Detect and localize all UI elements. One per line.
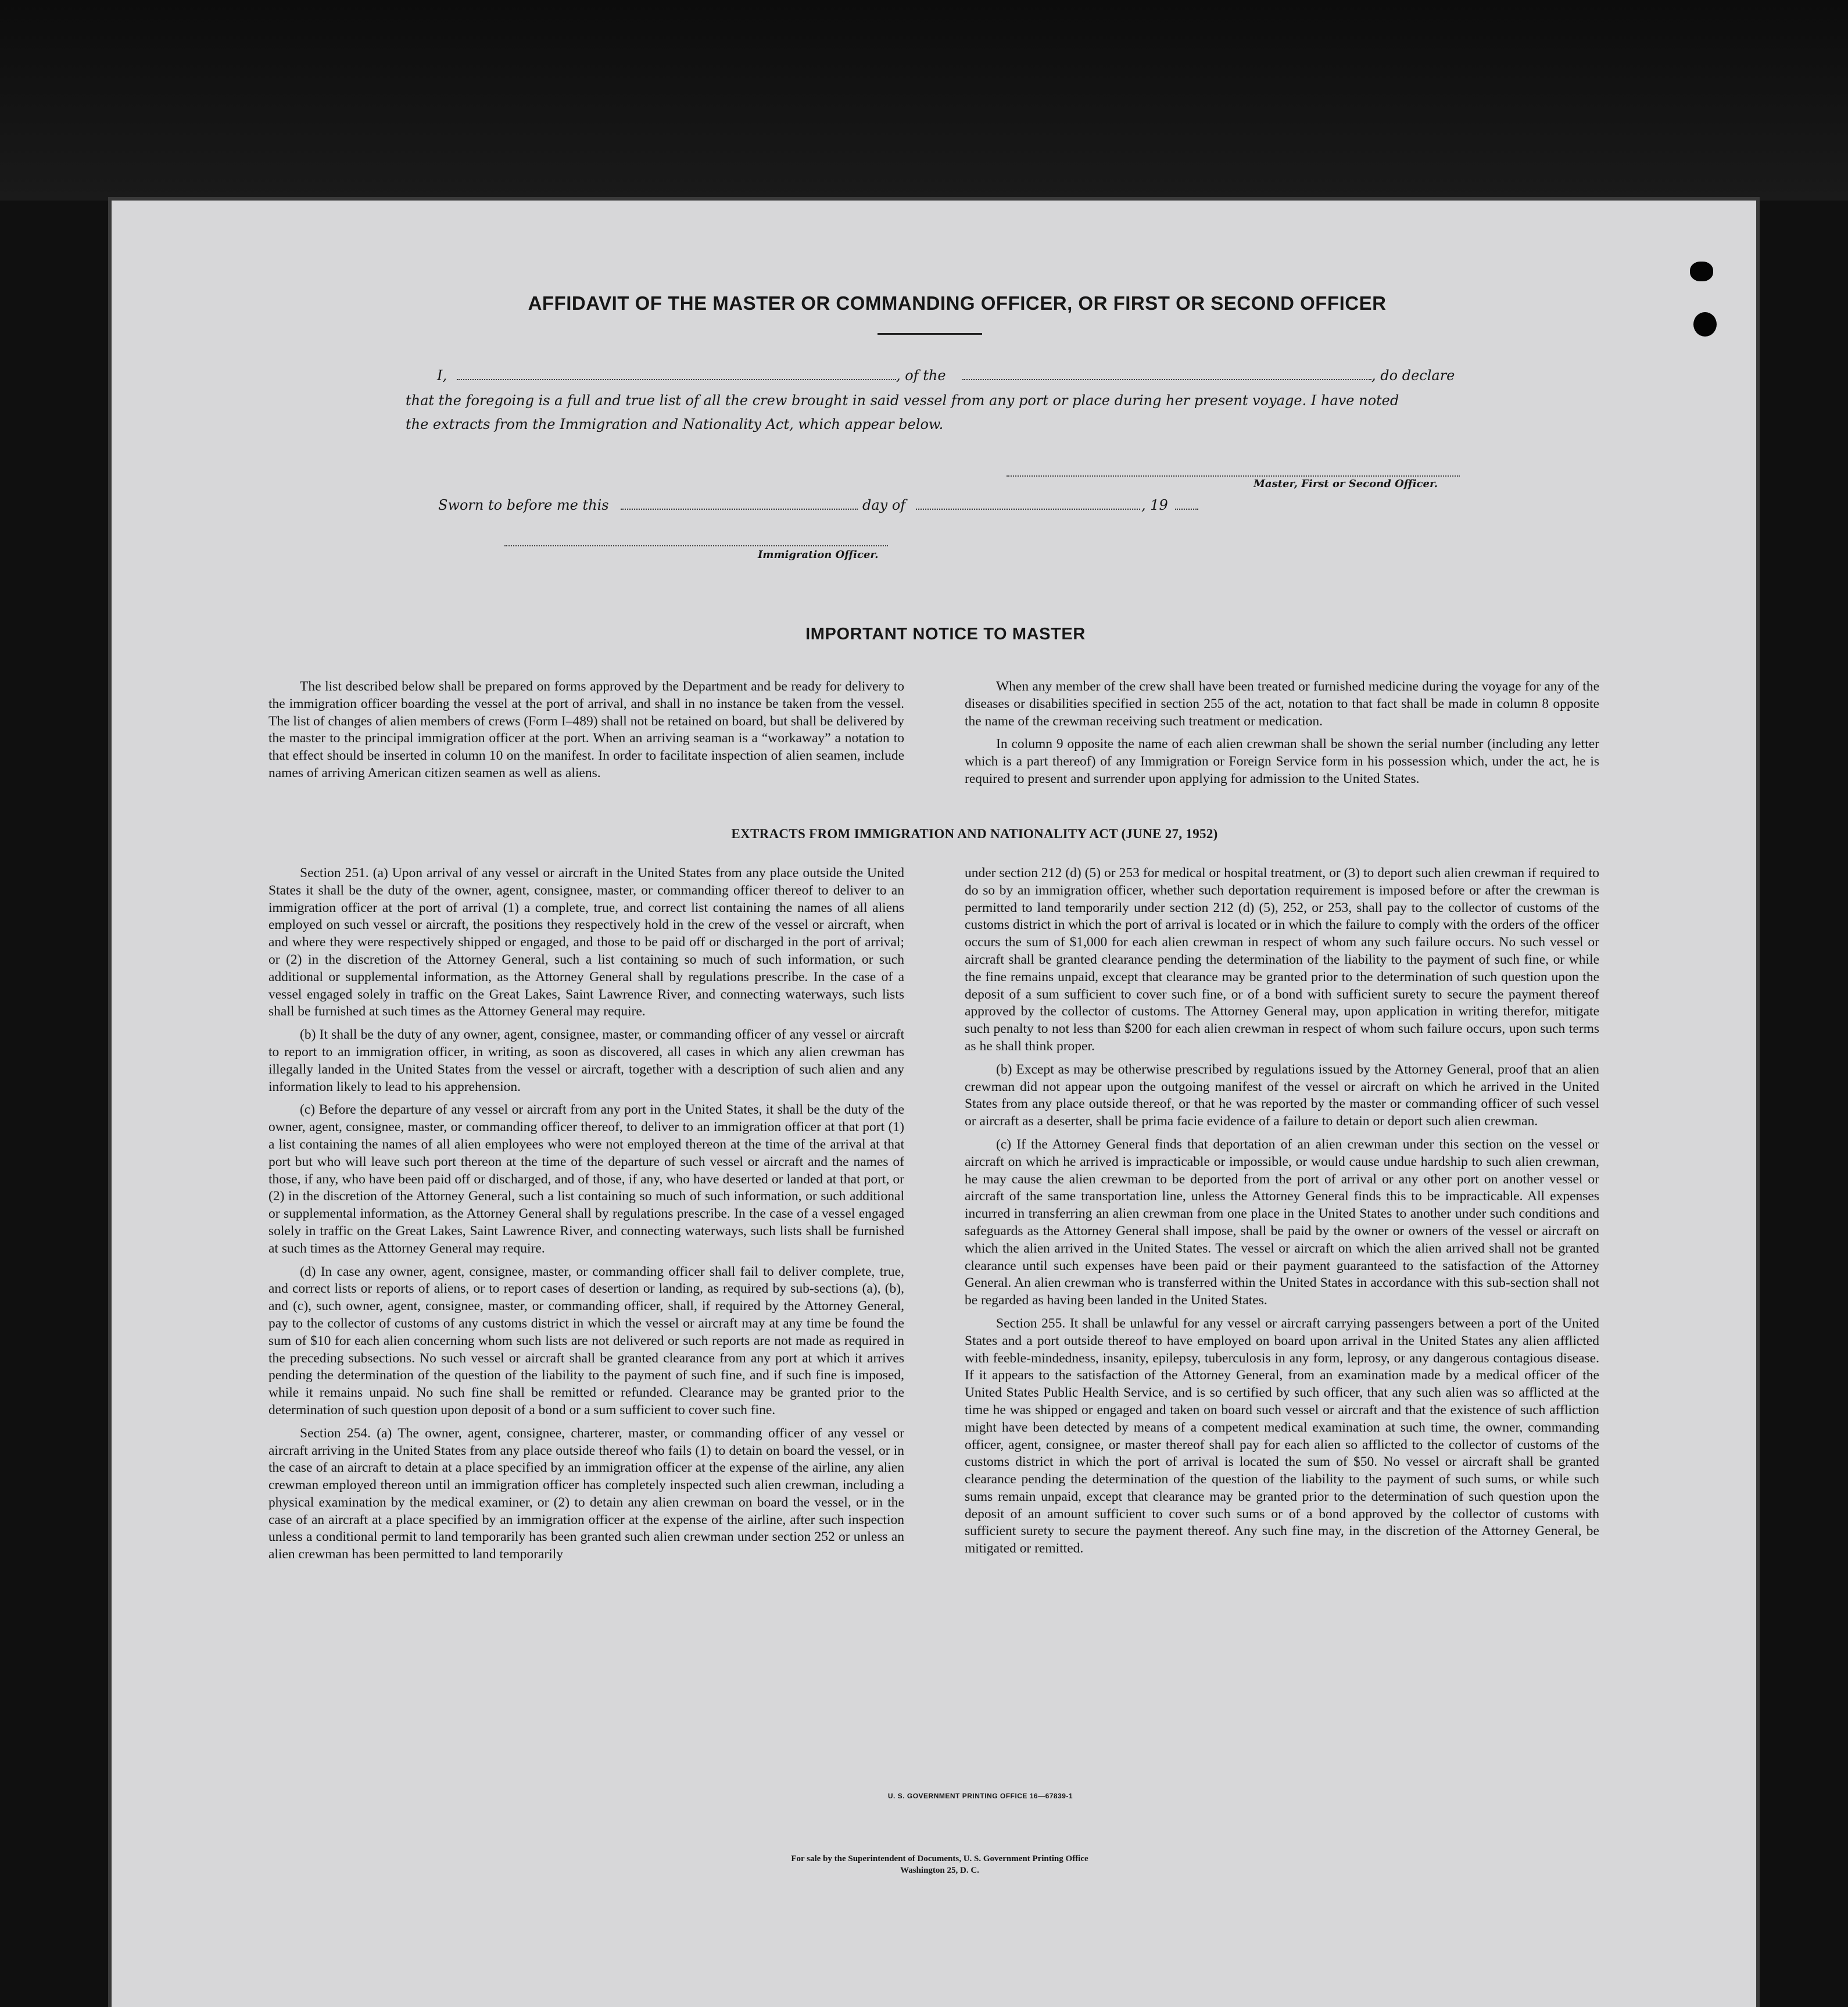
notice-paragraph: When any member of the crew shall have been treated or furnished medicine during the voyage for any of the diseases or disabilities specified in section 255 of the act, notation to that fact shall be made in column 8 opposite the name of the crewman receiving such treatment or medication. xyxy=(965,679,1599,729)
notice-title: IMPORTANT NOTICE TO MASTER xyxy=(805,625,1086,643)
document-page xyxy=(112,201,1756,2007)
notice-paragraph: In column 9 opposite the name of each alien crewman shall be shown the serial number (including any letter which is a part thereof) of any Immigration or Foreign Service form in his possession which, under the act, he is required to present and surrender upon applying for admission to the United States. xyxy=(965,736,1599,786)
binder-hole xyxy=(1693,312,1717,337)
scanner-background xyxy=(0,0,1848,201)
extracts-left-column xyxy=(268,865,904,1564)
extract-paragraph: (c) Before the departure of any vessel or aircraft from any port in the United States, it shall be the duty of the owner, agent, consignee, master, or commanding officer thereof, to deliver to an immigration officer at that port (1) a list containing the names of all alien employees who were not employed thereon at the time of the arrival at that port but who will leave such port thereon at the time of the departure of such vessel or aircraft and the names of those, if any, who have been paid off or discharged, and of those, if any, who have deserted or landed at that port, or (2) in the discretion of the Attorney General, such a list containing so much of such information, or such additional or supplemental information, as the Attorney General shall by regulations prescribe. In the case of a vessel engaged solely in traffic on the Great Lakes, Saint Lawrence River, and connecting waterways, such lists shall be furnished at such times as the Attorney General may require. xyxy=(268,1102,904,1256)
affidavit-line3: the extracts from the Immigration and Nationality Act, which appear below. xyxy=(406,416,944,432)
affidavit-line2: that the foregoing is a full and true list of all the crew brought in said vessel from any port or place during her present voyage. I have noted xyxy=(406,392,1399,409)
affidavit-of-the-label: , of the xyxy=(896,367,946,384)
extract-paragraph: (b) Except as may be otherwise prescribed by regulations issued by the Attorney General, proof that an alien crewman did not appear upon the outgoing manifest of the vessel or aircraft on which he arrived in the United States from any place outside thereof, or that he was reported by the master or commanding officer of such vessel or aircraft as a deserter, shall be prima facie evidence of a failure to detain or deport such alien crewman. xyxy=(965,1061,1599,1129)
binder-hole xyxy=(1690,262,1713,281)
sworn-day-line xyxy=(621,509,858,510)
extract-paragraph: Section 251. (a) Upon arrival of any vessel or aircraft in the United States from any place outside the United States it shall be the duty of the owner, agent, consignee, master, or commanding officer thereof to deliver to an immigration officer at the port of arrival (1) a complete, true, and correct list containing the names of all aliens employed on such vessel or aircraft, the positions they respectively hold in the crew of the vessel or aircraft, when and where they were respectively shipped or engaged, and those to be paid off or discharged in the port of arrival; or (2) in the discretion of the Attorney General, such a list containing so much of such information, or such additional or supplemental information, as the Attorney General shall by regulations prescribe. In the case of a vessel engaged solely in traffic on the Great Lakes, Saint Lawrence River, and connecting waterways, such lists shall be furnished at such times as the Attorney General may require. xyxy=(268,865,904,1019)
affidavit-title: AFFIDAVIT OF THE MASTER OR COMMANDING OFFICER, OR FIRST OR SECOND OFFICER xyxy=(528,292,1387,314)
extract-paragraph: (d) In case any owner, agent, consignee, master, or commanding officer shall fail to deliver complete, true, and correct lists or reports of aliens, or to report cases of desertion or landing, as required by sub-sections (a), (b), and (c), such owner, agent, consignee, master, or commanding officer, shall, if required by the Attorney General, pay to the collector of customs of any customs district in which the vessel or aircraft may at any time be found the sum of $10 for each alien concerning whom such lists are not delivered or such reports are not made as required in the preceding subsections. No such vessel or aircraft shall be granted clearance from any port at which it arrives pending the determination of the question of the liability to the payment of such fine, and if such fine is imposed, while it remains unpaid. No such fine shall be remitted or refunded. Clearance may be granted prior to the determination of such question upon deposit of a bond or a sum sufficient to cover such fine. xyxy=(268,1264,904,1418)
notice-left-column xyxy=(268,678,904,782)
extract-paragraph: under section 212 (d) (5) or 253 for medical or hospital treatment, or (3) to deport such alien crewman if required to do so by an immigration officer, whether such deportation requirement is imposed before or after the crewman is permitted to land temporarily under section 212 (d) (5), 252, or 253, shall pay to the collector of customs of the customs district in which the port of arrival is located or in which the failure to comply with the orders of the officer occurs the sum of $1,000 for each alien crewman in respect of whom any such failure occurs. No such vessel or aircraft shall be granted clearance pending the determination of the liability to the payment of such fine, or while the fine remains unpaid, except that clearance may be granted prior to the determination of such question upon the deposit of a sum sufficient to cover such fine, or of a bond with sufficient surety to secure the payment thereof approved by the collector of customs. The Attorney General may, upon application in writing therefor, mitigate such penalty to not less than $200 for each alien crewman in respect of whom such failure occurs, upon such terms as he shall think proper. xyxy=(965,865,1600,1054)
sworn-year-line xyxy=(1175,509,1198,510)
vessel-field-line xyxy=(962,379,1371,380)
day-of-label: day of xyxy=(862,497,906,513)
gpo-imprint: U. S. GOVERNMENT PRINTING OFFICE 16—67839-1 xyxy=(887,1792,1073,1800)
year-label: , 19 xyxy=(1141,497,1168,513)
immigration-officer-signature-line xyxy=(504,545,888,546)
affidavit-i-label: I, xyxy=(437,367,447,384)
extract-paragraph: (b) It shall be the duty of any owner, agent, consignee, master, or commanding officer of any vessel or aircraft to report to an immigration officer, in writing, as soon as discovered, all cases in which any alien crewman has illegally landed in the United States from the vessel or aircraft, together with a description of such alien and any information likely to lead to his apprehension. xyxy=(268,1027,904,1094)
extracts-right-column xyxy=(965,865,1599,1558)
notice-right-column xyxy=(965,678,1599,788)
sworn-label: Sworn to before me this xyxy=(438,497,609,513)
title-divider xyxy=(878,333,982,335)
sale-line-2: Washington 25, D. C. xyxy=(900,1866,979,1875)
notice-paragraph: The list described below shall be prepared on forms approved by the Department and be ready for delivery to the immigration officer boarding the vessel at the port of arrival, and shall in no instance be taken from the vessel. The list of changes of alien members of crews (Form I–489) shall not be retained on board, but shall be delivered by the master to the principal immigration officer at the port. When an arriving seaman is a “workaway” a notation to that effect should be inserted in column 10 on the manifest. In order to facilitate inspection of alien seamen, include names of arriving American citizen seamen as well as aliens. xyxy=(268,679,904,781)
master-signature-caption: Master, First or Second Officer. xyxy=(1254,478,1438,490)
extract-paragraph: Section 255. It shall be unlawful for any vessel or aircraft carrying passengers between a port of the United States and a port outside thereof to have employed on board upon arrival in the United States any alien afflicted with feeble-mindedness, insanity, epilepsy, tuberculosis in any form, leprosy, or any dangerous contagious disease. If it appears to the satisfaction of the Attorney General, from an examination made by a medical officer of the United States Public Health Service, and is so certified by such officer, that any such alien was so afflicted at the time he was shipped or engaged and taken on board such vessel or aircraft and that the existence of such affliction might have been detected by means of a competent medical examination at such time, the owner, commanding officer, agent, consignee, or master thereof shall pay for each alien so afflicted to the collector of customs of the customs district in which the port of arrival is located the sum of $50. No vessel or aircraft shall be granted clearance pending the determination of the question of the liability to the payment of such sums, or while such sums remain unpaid, except that clearance may be granted prior to the determination of such question upon the deposit of an amount sufficient to cover such sums or of a bond approved by the collector of customs with sufficient surety to secure the payment thereof. Any such fine may, in the discretion of the Attorney General, be mitigated or remitted. xyxy=(965,1315,1599,1557)
extract-paragraph: Section 254. (a) The owner, agent, consignee, charterer, master, or commanding officer of any vessel or aircraft arriving in the United States from any place outside thereof who fails (1) to detain on board the vessel, or in the case of an aircraft to detain at a place specified by an immigration officer at the expense of the airline, any alien crewman employed thereon until an immigration officer has completely inspected such alien crewman, including a physical examination by the medical examiner, or (2) to detain any alien crewman on board the vessel, or in the case of an aircraft at a place specified by an immigration officer at the expense of the airline, after such inspection unless a conditional permit to land temporarily has been granted such alien crewman under section 252 or unless an alien crewman has been permitted to land temporarily xyxy=(268,1425,904,1562)
extract-paragraph: (c) If the Attorney General finds that deportation of an alien crewman under this section on the vessel or aircraft on which he arrived is impracticable or impossible, or would cause undue hardship to such alien crewman, he may cause the alien crewman to be deported from the port of arrival or any other port on another vessel or aircraft of the same transportation line, unless the Attorney General finds this to be impracticable. All expenses incurred in transferring an alien crewman from one place in the United States to another under such conditions and safeguards as the Attorney General shall impose, shall be paid by the owner or owners of the vessel or aircraft on which the alien arrived in the United States. The vessel or aircraft on which the alien arrived shall not be granted clearance until such expenses have been paid or their payment guaranteed to the satisfaction of the Attorney General. An alien crewman who is transferred within the United States in accordance with this sub-section shall not be regarded as having been landed in the United States. xyxy=(965,1136,1599,1308)
master-signature-line xyxy=(1007,475,1460,477)
sworn-month-line xyxy=(916,509,1140,510)
affidavit-declare-label: , do declare xyxy=(1371,367,1455,384)
sale-line-1: For sale by the Superintendent of Documents, U. S. Government Printing Office xyxy=(791,1854,1088,1863)
name-field-line xyxy=(457,379,896,380)
sale-notice xyxy=(112,1853,1762,1876)
extracts-title: EXTRACTS FROM IMMIGRATION AND NATIONALITY ACT (JUNE 27, 1952) xyxy=(731,827,1218,841)
immigration-officer-caption: Immigration Officer. xyxy=(758,549,879,561)
